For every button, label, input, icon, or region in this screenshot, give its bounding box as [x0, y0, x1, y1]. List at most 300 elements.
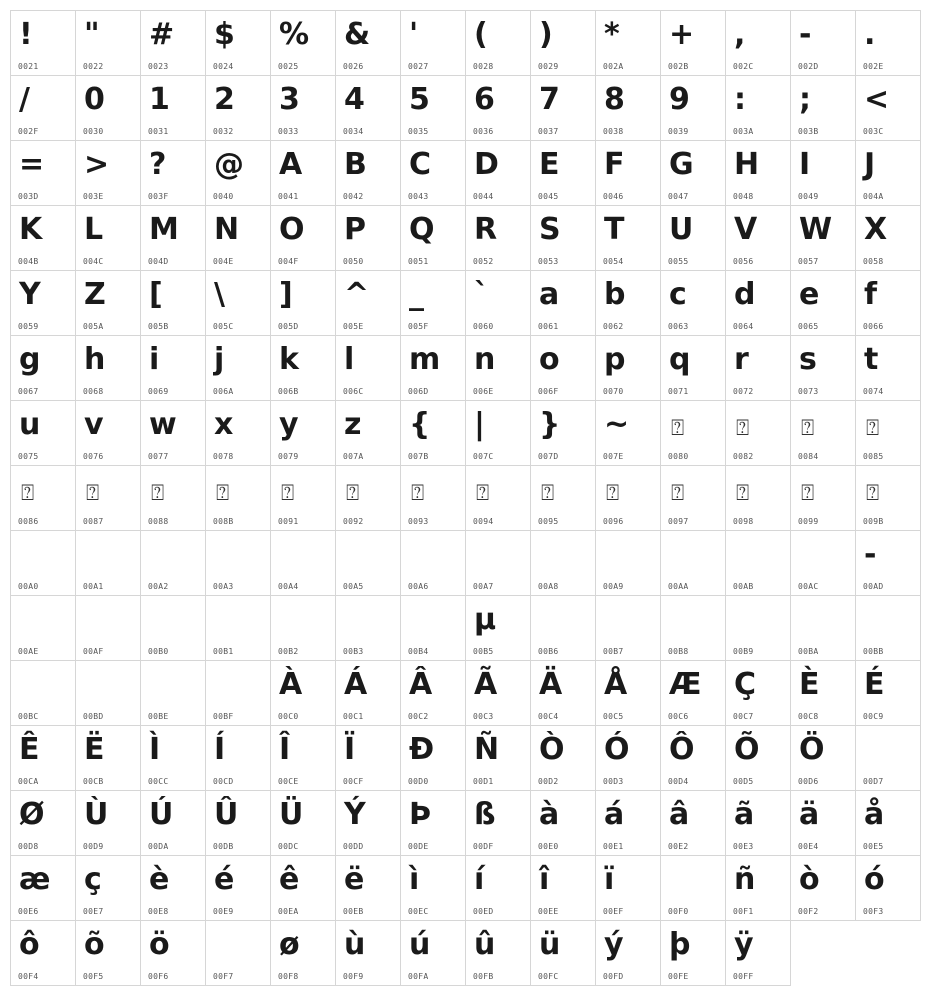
glyph-cell	[270, 140, 336, 206]
glyph-sample: H	[734, 147, 760, 182]
codepoint-label: 00C8	[798, 712, 819, 721]
glyph-sample: X	[864, 212, 888, 247]
glyph-cell	[465, 595, 531, 661]
glyph-cell	[465, 75, 531, 141]
glyph-sample: G	[669, 147, 694, 182]
missing-glyph-icon: ⍰	[866, 416, 880, 441]
codepoint-label: 0091	[278, 517, 299, 526]
glyph-cell	[660, 335, 726, 401]
codepoint-label: 0050	[343, 257, 364, 266]
glyph-cell	[595, 920, 661, 986]
glyph-cell	[660, 790, 726, 856]
glyph-cell	[595, 855, 661, 921]
codepoint-label: 00FF	[733, 972, 754, 981]
glyph-cell	[75, 725, 141, 791]
glyph-cell	[855, 335, 921, 401]
glyph-cell	[270, 920, 336, 986]
glyph-cell	[10, 725, 76, 791]
codepoint-label: 00EA	[278, 907, 299, 916]
codepoint-label: 0094	[473, 517, 494, 526]
codepoint-label: 00B8	[668, 647, 689, 656]
glyph-cell	[465, 660, 531, 726]
glyph-sample: .	[864, 17, 876, 52]
glyph-cell	[400, 465, 466, 531]
glyph-sample: <	[864, 82, 890, 117]
glyph-cell	[465, 790, 531, 856]
glyph-cell	[855, 725, 921, 791]
glyph-cell	[790, 205, 856, 271]
glyph-cell	[725, 270, 791, 336]
glyph-cell	[530, 140, 596, 206]
codepoint-label: 00F6	[148, 972, 169, 981]
codepoint-label: 00F3	[863, 907, 884, 916]
glyph-sample: C	[409, 147, 432, 182]
glyph-cell	[725, 335, 791, 401]
glyph-cell	[855, 660, 921, 726]
glyph-cell	[140, 205, 206, 271]
codepoint-label: 00FC	[538, 972, 559, 981]
glyph-cell	[725, 855, 791, 921]
glyph-cell	[595, 465, 661, 531]
codepoint-label: 00DD	[343, 842, 364, 851]
glyph-cell	[10, 10, 76, 76]
glyph-cell	[595, 140, 661, 206]
missing-glyph-icon: ⍰	[801, 481, 815, 506]
glyph-cell	[270, 790, 336, 856]
glyph-cell	[660, 920, 726, 986]
glyph-sample: æ	[19, 862, 51, 897]
codepoint-label: 00BB	[863, 647, 884, 656]
codepoint-label: 00D6	[798, 777, 819, 786]
codepoint-label: 00C9	[863, 712, 884, 721]
glyph-sample: N	[214, 212, 240, 247]
codepoint-label: 007A	[343, 452, 364, 461]
glyph-cell	[400, 270, 466, 336]
codepoint-label: 00B5	[473, 647, 494, 656]
codepoint-label: 0069	[148, 387, 169, 396]
glyph-cell	[205, 660, 271, 726]
glyph-cell	[855, 270, 921, 336]
codepoint-label: 00F9	[343, 972, 364, 981]
codepoint-label: 00B0	[148, 647, 169, 656]
glyph-cell	[595, 725, 661, 791]
glyph-sample: d	[734, 277, 756, 312]
glyph-sample: Ë	[84, 732, 105, 767]
missing-glyph-icon: ⍰	[671, 416, 685, 441]
codepoint-label: 0026	[343, 62, 364, 71]
glyph-cell	[790, 725, 856, 791]
glyph-cell	[75, 790, 141, 856]
glyph-cell	[465, 10, 531, 76]
codepoint-label: 006A	[213, 387, 234, 396]
glyph-sample: '	[409, 17, 419, 52]
glyph-sample: ß	[474, 797, 496, 832]
codepoint-label: 00A8	[538, 582, 559, 591]
codepoint-label: 0063	[668, 322, 689, 331]
glyph-cell	[205, 270, 271, 336]
glyph-cell	[660, 725, 726, 791]
glyph-cell	[10, 660, 76, 726]
codepoint-label: 00D8	[18, 842, 39, 851]
codepoint-label: 007C	[473, 452, 494, 461]
codepoint-label: 00B9	[733, 647, 754, 656]
codepoint-label: 0080	[668, 452, 689, 461]
codepoint-label: 00B6	[538, 647, 559, 656]
glyph-sample: ñ	[734, 862, 756, 897]
glyph-cell	[595, 10, 661, 76]
codepoint-label: 00C2	[408, 712, 429, 721]
glyph-sample: Ï	[344, 732, 356, 767]
glyph-cell	[530, 75, 596, 141]
glyph-sample: Ì	[149, 732, 161, 767]
codepoint-label: 006B	[278, 387, 299, 396]
missing-glyph-icon: ⍰	[411, 481, 425, 506]
glyph-cell	[335, 140, 401, 206]
codepoint-label: 00EF	[603, 907, 624, 916]
glyph-cell	[660, 660, 726, 726]
glyph-sample: Ô	[669, 732, 695, 767]
codepoint-label: 00B4	[408, 647, 429, 656]
glyph-sample: W	[799, 212, 833, 247]
codepoint-label: 00BF	[213, 712, 234, 721]
glyph-sample: Î	[279, 732, 291, 767]
glyph-sample: â	[669, 797, 690, 832]
glyph-cell	[530, 530, 596, 596]
glyph-cell	[855, 465, 921, 531]
codepoint-label: 00D5	[733, 777, 754, 786]
codepoint-label: 0036	[473, 127, 494, 136]
codepoint-label: 00B2	[278, 647, 299, 656]
codepoint-label: 006C	[343, 387, 364, 396]
glyph-sample: ?	[149, 147, 167, 182]
codepoint-label: 00CE	[278, 777, 299, 786]
codepoint-label: 0067	[18, 387, 39, 396]
missing-glyph-icon: ⍰	[606, 481, 620, 506]
glyph-sample: m	[409, 342, 441, 377]
codepoint-label: 003A	[733, 127, 754, 136]
glyph-sample: Ü	[279, 797, 304, 832]
glyph-cell	[205, 140, 271, 206]
glyph-sample: ;	[799, 82, 811, 117]
glyph-sample: Ð	[409, 732, 435, 767]
glyph-cell	[530, 10, 596, 76]
codepoint-label: 00C3	[473, 712, 494, 721]
codepoint-label: 0039	[668, 127, 689, 136]
glyph-cell	[205, 530, 271, 596]
codepoint-label: 00E2	[668, 842, 689, 851]
glyph-cell	[595, 270, 661, 336]
missing-glyph-icon: ⍰	[21, 481, 35, 506]
codepoint-label: 00D0	[408, 777, 429, 786]
glyph-sample: e	[799, 277, 820, 312]
glyph-sample: ì	[409, 862, 420, 897]
glyph-sample: Ñ	[474, 732, 500, 767]
glyph-cell	[205, 465, 271, 531]
codepoint-label: 0044	[473, 192, 494, 201]
codepoint-label: 006E	[473, 387, 494, 396]
glyph-sample: õ	[84, 927, 105, 962]
codepoint-label: 00B7	[603, 647, 624, 656]
glyph-sample: K	[19, 212, 43, 247]
codepoint-label: 00AF	[83, 647, 104, 656]
codepoint-label: 00BD	[83, 712, 104, 721]
glyph-cell	[335, 790, 401, 856]
glyph-sample: Á	[344, 667, 368, 702]
codepoint-label: 00D3	[603, 777, 624, 786]
glyph-sample: c	[669, 277, 687, 312]
glyph-sample: Ö	[799, 732, 825, 767]
glyph-cell	[790, 140, 856, 206]
glyph-cell	[75, 660, 141, 726]
glyph-sample: &	[344, 17, 371, 52]
codepoint-label: 00FA	[408, 972, 429, 981]
glyph-sample: [	[149, 277, 163, 312]
codepoint-label: 00C5	[603, 712, 624, 721]
codepoint-label: 0095	[538, 517, 559, 526]
glyph-cell	[465, 335, 531, 401]
glyph-cell	[335, 920, 401, 986]
codepoint-label: 00C4	[538, 712, 559, 721]
glyph-sample: R	[474, 212, 498, 247]
glyph-cell	[75, 270, 141, 336]
codepoint-label: 00CB	[83, 777, 104, 786]
glyph-sample: ç	[84, 862, 102, 897]
glyph-sample: Ø	[19, 797, 45, 832]
glyph-sample: ]	[279, 277, 293, 312]
glyph-sample: >	[84, 147, 110, 182]
glyph-sample: ú	[409, 927, 431, 962]
glyph-cell	[790, 530, 856, 596]
codepoint-label: 002B	[668, 62, 689, 71]
glyph-cell	[660, 595, 726, 661]
codepoint-label: 0087	[83, 517, 104, 526]
missing-glyph-icon: ⍰	[151, 481, 165, 506]
codepoint-label: 0076	[83, 452, 104, 461]
glyph-sample: I	[799, 147, 811, 182]
glyph-cell	[400, 920, 466, 986]
glyph-cell	[270, 10, 336, 76]
codepoint-label: 00BC	[18, 712, 39, 721]
codepoint-label: 003C	[863, 127, 884, 136]
missing-glyph-icon: ⍰	[86, 481, 100, 506]
codepoint-label: 00AA	[668, 582, 689, 591]
glyph-cell	[270, 465, 336, 531]
glyph-cell	[400, 595, 466, 661]
glyph-sample: (	[474, 17, 488, 52]
codepoint-label: 0085	[863, 452, 884, 461]
glyph-cell	[465, 400, 531, 466]
glyph-cell	[10, 205, 76, 271]
glyph-cell	[465, 855, 531, 921]
glyph-cell	[595, 595, 661, 661]
codepoint-label: 0031	[148, 127, 169, 136]
glyph-sample: ý	[604, 927, 624, 962]
glyph-cell	[75, 855, 141, 921]
glyph-cell	[725, 595, 791, 661]
codepoint-label: 003B	[798, 127, 819, 136]
codepoint-label: 006D	[408, 387, 429, 396]
codepoint-label: 0078	[213, 452, 234, 461]
glyph-cell	[465, 920, 531, 986]
missing-glyph-icon: ⍰	[216, 481, 230, 506]
codepoint-label: 0084	[798, 452, 819, 461]
codepoint-label: 00A4	[278, 582, 299, 591]
glyph-cell	[10, 400, 76, 466]
glyph-sample: q	[669, 342, 691, 377]
glyph-cell	[400, 660, 466, 726]
glyph-cell	[205, 205, 271, 271]
glyph-cell	[465, 140, 531, 206]
glyph-cell	[400, 10, 466, 76]
glyph-cell	[790, 335, 856, 401]
codepoint-label: 0059	[18, 322, 39, 331]
codepoint-label: 0046	[603, 192, 624, 201]
glyph-cell	[75, 75, 141, 141]
glyph-sample: r	[734, 342, 749, 377]
glyph-sample: Ç	[734, 667, 757, 702]
codepoint-label: 00A9	[603, 582, 624, 591]
codepoint-label: 0098	[733, 517, 754, 526]
glyph-cell	[660, 530, 726, 596]
codepoint-label: 004D	[148, 257, 169, 266]
glyph-sample: Â	[409, 667, 433, 702]
glyph-cell	[790, 400, 856, 466]
glyph-cell	[725, 10, 791, 76]
glyph-cell	[400, 855, 466, 921]
glyph-cell	[855, 205, 921, 271]
missing-glyph-icon: ⍰	[346, 481, 360, 506]
codepoint-label: 00EE	[538, 907, 559, 916]
codepoint-label: 0022	[83, 62, 104, 71]
glyph-cell	[10, 335, 76, 401]
codepoint-label: 002E	[863, 62, 884, 71]
codepoint-label: 004F	[278, 257, 299, 266]
codepoint-label: 00F4	[18, 972, 39, 981]
codepoint-label: 0028	[473, 62, 494, 71]
glyph-cell	[335, 10, 401, 76]
codepoint-label: 004E	[213, 257, 234, 266]
glyph-sample: þ	[669, 927, 691, 962]
glyph-cell	[725, 790, 791, 856]
glyph-sample: Û	[214, 797, 239, 832]
glyph-sample: Ò	[539, 732, 565, 767]
glyph-sample: Å	[604, 667, 628, 702]
glyph-sample: ë	[344, 862, 365, 897]
glyph-cell	[205, 595, 271, 661]
codepoint-label: 00DB	[213, 842, 234, 851]
glyph-cell	[725, 140, 791, 206]
glyph-sample: g	[19, 342, 41, 377]
codepoint-label: 00AD	[863, 582, 884, 591]
glyph-sample: !	[19, 17, 33, 52]
glyph-sample: +	[669, 17, 695, 52]
glyph-sample: /	[19, 82, 30, 117]
glyph-sample: p	[604, 342, 626, 377]
codepoint-label: 0027	[408, 62, 429, 71]
glyph-cell	[10, 270, 76, 336]
codepoint-label: 00E1	[603, 842, 624, 851]
codepoint-label: 005A	[83, 322, 104, 331]
glyph-sample: 2	[214, 82, 235, 117]
glyph-sample: w	[149, 407, 177, 442]
codepoint-label: 0033	[278, 127, 299, 136]
codepoint-label: 0099	[798, 517, 819, 526]
codepoint-label: 0061	[538, 322, 559, 331]
codepoint-label: 003E	[83, 192, 104, 201]
codepoint-label: 005E	[343, 322, 364, 331]
glyph-sample: Ã	[474, 667, 498, 702]
glyph-cell	[595, 400, 661, 466]
codepoint-label: 00BA	[798, 647, 819, 656]
glyph-cell	[595, 790, 661, 856]
glyph-cell	[205, 920, 271, 986]
glyph-sample: U	[669, 212, 694, 247]
codepoint-label: 00E0	[538, 842, 559, 851]
codepoint-label: 002D	[798, 62, 819, 71]
glyph-sample: Õ	[734, 732, 760, 767]
glyph-sample: :	[734, 82, 746, 117]
glyph-sample: µ	[474, 602, 497, 637]
glyph-cell	[335, 855, 401, 921]
codepoint-label: 00CF	[343, 777, 364, 786]
codepoint-label: 0052	[473, 257, 494, 266]
glyph-cell	[530, 400, 596, 466]
codepoint-label: 004B	[18, 257, 39, 266]
glyph-cell	[140, 660, 206, 726]
glyph-cell	[140, 10, 206, 76]
codepoint-label: 0043	[408, 192, 429, 201]
codepoint-label: 0071	[668, 387, 689, 396]
glyph-sample: é	[214, 862, 235, 897]
glyph-sample: Ý	[344, 797, 366, 832]
glyph-cell	[400, 75, 466, 141]
glyph-cell	[140, 75, 206, 141]
glyph-sample: S	[539, 212, 561, 247]
glyph-sample: o	[539, 342, 560, 377]
codepoint-label: 00CC	[148, 777, 169, 786]
glyph-cell	[595, 335, 661, 401]
codepoint-label: 0040	[213, 192, 234, 201]
codepoint-label: 0060	[473, 322, 494, 331]
glyph-sample: v	[84, 407, 104, 442]
codepoint-label: 00B1	[213, 647, 234, 656]
glyph-sample: D	[474, 147, 499, 182]
codepoint-label: 005F	[408, 322, 429, 331]
codepoint-label: 00F8	[278, 972, 299, 981]
glyph-sample: l	[344, 342, 355, 377]
glyph-cell	[595, 530, 661, 596]
missing-glyph-icon: ⍰	[476, 481, 490, 506]
glyph-sample: -	[799, 17, 812, 52]
glyph-sample: ê	[279, 862, 300, 897]
codepoint-label: 00FD	[603, 972, 624, 981]
glyph-cell	[75, 400, 141, 466]
glyph-cell	[530, 465, 596, 531]
codepoint-label: 0034	[343, 127, 364, 136]
glyph-cell	[790, 75, 856, 141]
codepoint-label: 004A	[863, 192, 884, 201]
codepoint-label: 0088	[148, 517, 169, 526]
glyph-sample: u	[19, 407, 41, 442]
glyph-sample: -	[864, 537, 877, 572]
glyph-cell	[855, 140, 921, 206]
codepoint-label: 003F	[148, 192, 169, 201]
glyph-sample: b	[604, 277, 626, 312]
glyph-cell	[10, 790, 76, 856]
codepoint-label: 00D9	[83, 842, 104, 851]
codepoint-label: 0064	[733, 322, 754, 331]
glyph-cell	[530, 790, 596, 856]
